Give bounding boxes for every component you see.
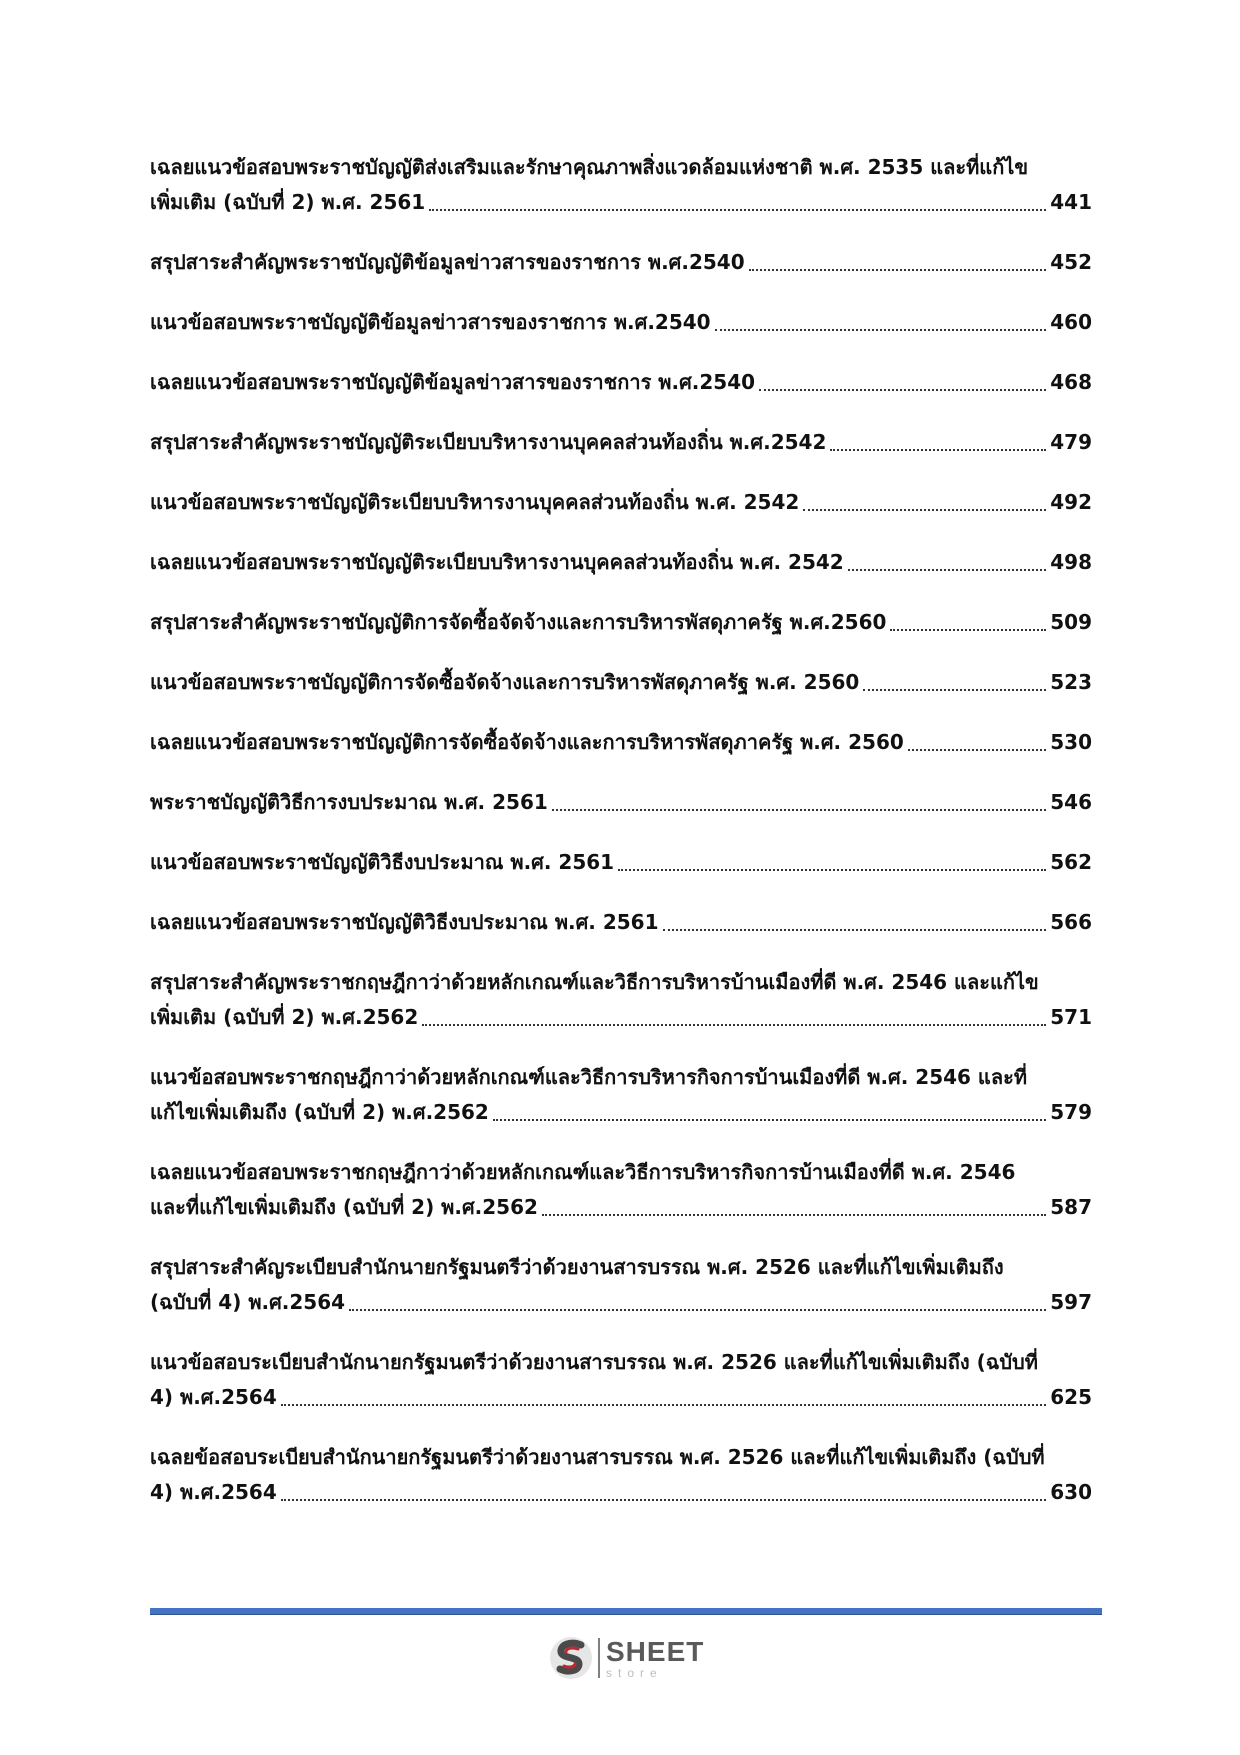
toc-entry[interactable] xyxy=(150,1155,1092,1225)
toc-page-number: 587 xyxy=(1050,1195,1092,1219)
toc-entry-last-line xyxy=(150,1000,1092,1035)
toc-page-number: 452 xyxy=(1050,250,1092,274)
toc-dot-leader xyxy=(663,929,1047,931)
toc-entry-last-line xyxy=(150,305,1092,340)
toc-entry-title: 4) พ.ศ.2564 xyxy=(150,1480,277,1504)
toc-page-number: 625 xyxy=(1050,1385,1092,1409)
toc-dot-leader xyxy=(890,629,1046,631)
toc-entry-title-line: เฉลยข้อสอบระเบียบสำนักนายกรัฐมนตรีว่าด้วยงานสารบรรณ พ.ศ. 2526 และที่แก้ไขเพิ่มเติมถึง (ฉบับที่ xyxy=(150,1445,1045,1469)
toc-dot-leader xyxy=(803,509,1046,511)
toc-dot-leader xyxy=(863,689,1046,691)
logo-subtext: store xyxy=(606,1665,663,1680)
toc-entry-title: เฉลยแนวข้อสอบพระราชบัญญัติระเบียบบริหารงานบุคคลส่วนท้องถิ่น พ.ศ. 2542 xyxy=(150,550,844,574)
toc-dot-leader xyxy=(281,1404,1046,1406)
toc-entry[interactable] xyxy=(150,150,1092,220)
toc-entry[interactable] xyxy=(150,1345,1092,1415)
toc-entry-title: แก้ไขเพิ่มเติมถึง (ฉบับที่ 2) พ.ศ.2562 xyxy=(150,1100,489,1124)
toc-entry[interactable] xyxy=(150,365,1092,400)
toc-entry-last-line xyxy=(150,365,1092,400)
toc-dot-leader xyxy=(759,389,1046,391)
toc-entry[interactable] xyxy=(150,905,1092,940)
toc-page-number: 498 xyxy=(1050,550,1092,574)
toc-entry-last-line xyxy=(150,1190,1092,1225)
toc-entry-title: และที่แก้ไขเพิ่มเติมถึง (ฉบับที่ 2) พ.ศ.2562 xyxy=(150,1195,538,1219)
toc-page-number: 566 xyxy=(1050,910,1092,934)
toc-entry-title: (ฉบับที่ 4) พ.ศ.2564 xyxy=(150,1290,346,1314)
toc-dot-leader xyxy=(493,1119,1046,1121)
toc-entry-title: เฉลยแนวข้อสอบพระราชบัญญัติวิธีงบประมาณ พ.ศ. 2561 xyxy=(150,910,659,934)
toc-entry[interactable] xyxy=(150,725,1092,760)
toc-entry[interactable] xyxy=(150,605,1092,640)
toc-dot-leader xyxy=(749,269,1047,271)
toc-page-number: 523 xyxy=(1050,670,1092,694)
toc-dot-leader xyxy=(349,1309,1046,1311)
toc-entry-last-line xyxy=(150,785,1092,820)
toc-entry-title: เฉลยแนวข้อสอบพระราชบัญญัติข้อมูลข่าวสารของราชการ พ.ศ.2540 xyxy=(150,370,756,394)
toc-dot-leader xyxy=(422,1024,1046,1026)
toc-entry-title: แนวข้อสอบพระราชบัญญัติการจัดซื้อจัดจ้างและการบริหารพัสดุภาครัฐ พ.ศ. 2560 xyxy=(150,670,860,694)
toc-entry[interactable] xyxy=(150,1250,1092,1320)
toc-entry[interactable] xyxy=(150,485,1092,520)
toc-dot-leader xyxy=(281,1499,1046,1501)
toc-dot-leader xyxy=(618,869,1046,871)
toc-entry-last-line xyxy=(150,905,1092,940)
toc-entry-last-line xyxy=(150,605,1092,640)
toc-entry-last-line xyxy=(150,1475,1092,1510)
toc-page-number: 479 xyxy=(1050,430,1092,454)
toc-entry-title: สรุปสาระสำคัญพระราชบัญญัติข้อมูลข่าวสารของราชการ พ.ศ.2540 xyxy=(150,250,745,274)
toc-entry-title: แนวข้อสอบพระราชบัญญัติระเบียบบริหารงานบุคคลส่วนท้องถิ่น พ.ศ. 2542 xyxy=(150,490,800,514)
toc-entry[interactable] xyxy=(150,665,1092,700)
toc-entry[interactable] xyxy=(150,845,1092,880)
toc-entry-title: เพิ่มเติม (ฉบับที่ 2) พ.ศ. 2561 xyxy=(150,190,426,214)
toc-entry-last-line xyxy=(150,1095,1092,1130)
toc-entry-last-line xyxy=(150,665,1092,700)
toc-page-number: 460 xyxy=(1050,310,1092,334)
toc-entry[interactable] xyxy=(150,1060,1092,1130)
sheet-store-logo-icon xyxy=(548,1635,594,1681)
toc-entry-title: สรุปสาระสำคัญพระราชบัญญัติการจัดซื้อจัดจ้างและการบริหารพัสดุภาครัฐ พ.ศ.2560 xyxy=(150,610,887,634)
toc-page-number: 530 xyxy=(1050,730,1092,754)
toc-dot-leader xyxy=(429,209,1046,211)
toc-entry-title-line: สรุปสาระสำคัญพระราชกฤษฎีกาว่าด้วยหลักเกณฑ์และวิธีการบริหารบ้านเมืองที่ดี พ.ศ. 2546 และแก้ไข xyxy=(150,970,1039,994)
toc-entry-title-line: สรุปสาระสำคัญระเบียบสำนักนายกรัฐมนตรีว่าด้วยงานสารบรรณ พ.ศ. 2526 และที่แก้ไขเพิ่มเติมถึง xyxy=(150,1255,1004,1279)
toc-entry-title-line: เฉลยแนวข้อสอบพระราชกฤษฎีกาว่าด้วยหลักเกณฑ์และวิธีการบริหารกิจการบ้านเมืองที่ดี พ.ศ. 2546 xyxy=(150,1160,1016,1184)
toc-dot-leader xyxy=(848,569,1047,571)
toc-page-number: 562 xyxy=(1050,850,1092,874)
toc-entry-last-line xyxy=(150,545,1092,580)
footer-rule xyxy=(150,1608,1102,1615)
toc-dot-leader xyxy=(715,329,1047,331)
toc-page-number: 468 xyxy=(1050,370,1092,394)
toc-entry[interactable] xyxy=(150,305,1092,340)
toc-entry-title: เพิ่มเติม (ฉบับที่ 2) พ.ศ.2562 xyxy=(150,1005,419,1029)
toc-entry-last-line xyxy=(150,845,1092,880)
toc-entry[interactable] xyxy=(150,245,1092,280)
toc-entry-title: เฉลยแนวข้อสอบพระราชบัญญัติการจัดซื้อจัดจ้างและการบริหารพัสดุภาครัฐ พ.ศ. 2560 xyxy=(150,730,904,754)
toc-dot-leader xyxy=(542,1214,1046,1216)
toc-entry-last-line xyxy=(150,1380,1092,1415)
toc-entry-title-line: เฉลยแนวข้อสอบพระราชบัญญัติส่งเสริมและรักษาคุณภาพสิ่งแวดล้อมแห่งชาติ พ.ศ. 2535 และที่แก้ไข xyxy=(150,155,1029,179)
toc-entry-last-line xyxy=(150,425,1092,460)
toc-entry[interactable] xyxy=(150,965,1092,1035)
toc-page-number: 597 xyxy=(1050,1290,1092,1314)
toc-page-number: 579 xyxy=(1050,1100,1092,1124)
logo-wordmark xyxy=(606,1635,705,1680)
toc-page-number: 546 xyxy=(1050,790,1092,814)
toc-page-number: 571 xyxy=(1050,1005,1092,1029)
toc-entry-title-line: แนวข้อสอบพระราชกฤษฎีกาว่าด้วยหลักเกณฑ์และวิธีการบริหารกิจการบ้านเมืองที่ดี พ.ศ. 2546 และที่ xyxy=(150,1065,1028,1089)
toc-page-number: 509 xyxy=(1050,610,1092,634)
toc-entry-last-line xyxy=(150,725,1092,760)
toc-entry-title: แนวข้อสอบพระราชบัญญัติวิธีงบประมาณ พ.ศ. 2561 xyxy=(150,850,615,874)
toc-entry[interactable] xyxy=(150,785,1092,820)
toc-entry-title: แนวข้อสอบพระราชบัญญัติข้อมูลข่าวสารของราชการ พ.ศ.2540 xyxy=(150,310,711,334)
toc-entry-last-line xyxy=(150,185,1092,220)
toc-page-number: 630 xyxy=(1050,1480,1092,1504)
toc-entry-title: สรุปสาระสำคัญพระราชบัญญัติระเบียบบริหารงานบุคคลส่วนท้องถิ่น พ.ศ.2542 xyxy=(150,430,827,454)
toc-dot-leader xyxy=(908,749,1046,751)
logo-word: SHEET xyxy=(606,1635,705,1667)
toc-entry-title-line: แนวข้อสอบระเบียบสำนักนายกรัฐมนตรีว่าด้วยงานสารบรรณ พ.ศ. 2526 และที่แก้ไขเพิ่มเติมถึง (ฉบับที่ xyxy=(150,1350,1038,1374)
toc-dot-leader xyxy=(830,449,1046,451)
toc-entry-last-line xyxy=(150,245,1092,280)
toc-page-number: 441 xyxy=(1050,190,1092,214)
logo-divider xyxy=(598,1638,600,1678)
toc-page-number: 492 xyxy=(1050,490,1092,514)
toc-entry[interactable] xyxy=(150,425,1092,460)
toc-dot-leader xyxy=(552,809,1046,811)
toc-entry-title: พระราชบัญญัติวิธีการงบประมาณ พ.ศ. 2561 xyxy=(150,790,548,814)
sheet-store-logo xyxy=(548,1632,704,1684)
toc-entry-title: 4) พ.ศ.2564 xyxy=(150,1385,277,1409)
toc-entry[interactable] xyxy=(150,1440,1092,1510)
toc-entry[interactable] xyxy=(150,545,1092,580)
table-of-contents xyxy=(150,150,1092,1535)
toc-entry-last-line xyxy=(150,485,1092,520)
toc-entry-last-line xyxy=(150,1285,1092,1320)
